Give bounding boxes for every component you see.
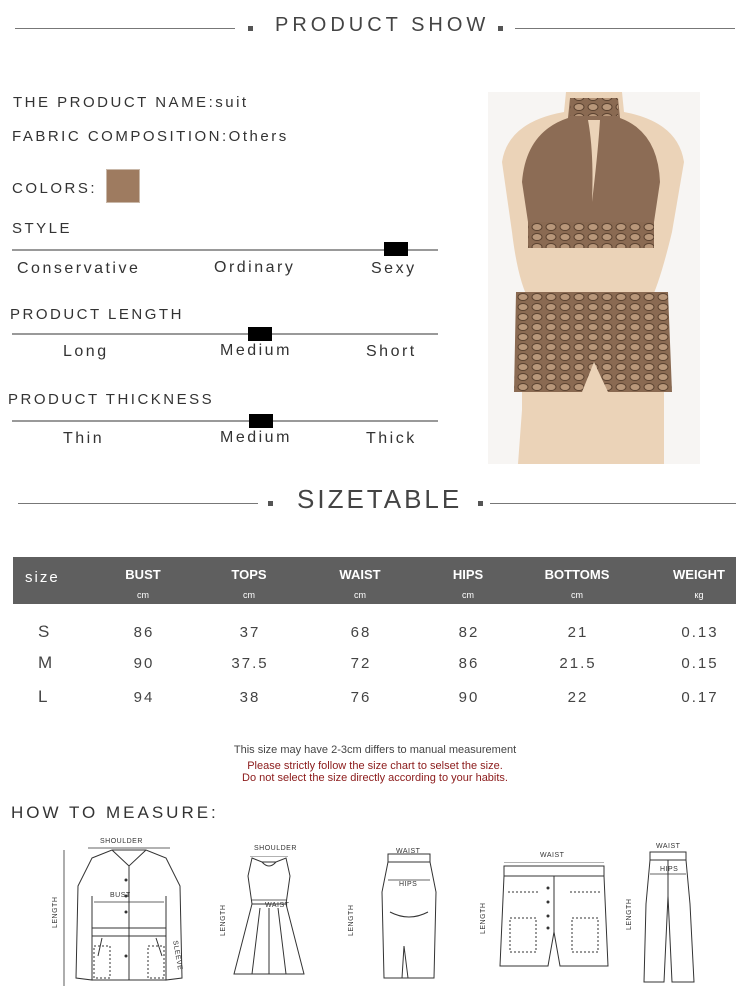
divider-square <box>248 26 253 31</box>
unit-hips: cm <box>462 590 474 600</box>
pants-hips-label: HIPS <box>660 866 679 873</box>
cell: 0.17 <box>681 689 719 706</box>
length-option-long: Long <box>63 343 109 360</box>
cell: 90 <box>133 655 155 672</box>
cell: 68 <box>350 624 372 641</box>
jacket-length-label: LENGTH <box>52 896 59 928</box>
length-option-short: Short <box>366 343 417 360</box>
jacket-bust-label: BUST <box>110 892 131 899</box>
row-size-s: S <box>38 622 50 641</box>
style-option-conservative: Conservative <box>17 260 141 277</box>
skirt-hips-label: HIPS <box>399 881 418 888</box>
color-swatch[interactable] <box>106 169 140 203</box>
shorts-length-label: LENGTH <box>480 902 487 934</box>
style-scale-line <box>12 249 438 251</box>
col-weight: WEIGHT <box>673 567 725 582</box>
skirt-waist-label: WAIST <box>396 848 421 855</box>
cell: 94 <box>133 689 155 706</box>
jacket-shoulder-label: SHOULDER <box>100 838 143 845</box>
unit-bottoms: cm <box>571 590 583 600</box>
cell: 90 <box>458 689 480 706</box>
col-waist: WAIST <box>339 567 381 582</box>
col-bust: BUST <box>125 567 161 582</box>
style-title: STYLE <box>12 220 73 237</box>
thickness-title: PRODUCT THICKNESS <box>8 391 215 408</box>
unit-weight: кg <box>694 590 704 600</box>
length-title: PRODUCT LENGTH <box>10 306 184 323</box>
divider-right <box>490 503 736 504</box>
style-marker <box>384 242 408 256</box>
length-scale-line <box>12 333 438 335</box>
col-bottoms: BOTTOMS <box>544 567 610 582</box>
size-header: size <box>25 569 60 586</box>
row-size-m: M <box>38 653 53 672</box>
cell: 86 <box>133 624 155 641</box>
cell: 22 <box>567 689 589 706</box>
style-option-ordinary: Ordinary <box>214 259 296 276</box>
cell: 0.13 <box>681 624 719 641</box>
colors-label: COLORS: <box>12 180 98 197</box>
length-marker <box>248 327 272 341</box>
thickness-option-thin: Thin <box>63 430 105 447</box>
jacket-sleeve-label: SLEEVE <box>171 940 184 972</box>
thickness-option-thick: Thick <box>366 430 417 447</box>
dress-shoulder-label: SHOULDER <box>254 845 297 852</box>
note-measurement: This size may have 2-3cm differs to manual measurement <box>233 744 517 756</box>
cell: 21.5 <box>559 655 597 672</box>
divider-square <box>478 501 483 506</box>
dress-diagram <box>232 856 306 982</box>
cell: 72 <box>350 655 372 672</box>
product-photo <box>488 92 700 464</box>
cell: 86 <box>458 655 480 672</box>
note-follow-chart: Please strictly follow the size chart to selset the size. <box>247 760 503 772</box>
divider-right <box>515 28 735 29</box>
product-show-title: PRODUCT SHOW <box>275 14 490 36</box>
cell: 76 <box>350 689 372 706</box>
cell: 21 <box>567 624 589 641</box>
unit-waist: cm <box>354 590 366 600</box>
col-tops: TOPS <box>231 567 267 582</box>
shorts-waist-label: WAIST <box>540 852 565 859</box>
fabric-composition: FABRIC COMPOSITION:Others <box>12 128 289 145</box>
unit-tops: cm <box>243 590 255 600</box>
pants-length-label: LENGTH <box>626 898 633 930</box>
cell: 82 <box>458 624 480 641</box>
divider-square <box>268 501 273 506</box>
note-habits: Do not select the size directly according to your habits. <box>242 772 508 784</box>
sizetable-title: SIZETABLE <box>297 484 463 514</box>
cell: 37 <box>239 624 261 641</box>
thickness-scale-line <box>12 420 438 422</box>
shorts-diagram <box>498 862 610 970</box>
divider-left <box>18 503 258 504</box>
pants-waist-label: WAIST <box>656 843 681 850</box>
thickness-marker <box>249 414 273 428</box>
dress-waist-label: WAIST <box>265 902 290 909</box>
col-hips: HIPS <box>452 567 484 582</box>
skirt-length-label: LENGTH <box>348 904 355 936</box>
length-option-medium: Medium <box>220 342 292 359</box>
product-name: THE PRODUCT NAME:suit <box>13 94 249 111</box>
row-size-l: L <box>38 687 48 706</box>
dress-length-label: LENGTH <box>220 904 227 936</box>
style-option-sexy: Sexy <box>371 260 417 277</box>
skirt-diagram <box>376 852 442 982</box>
thickness-option-medium: Medium <box>220 429 292 446</box>
cell: 38 <box>239 689 261 706</box>
size-table-header <box>13 557 736 604</box>
divider-square <box>498 26 503 31</box>
how-to-measure-title: HOW TO MEASURE: <box>11 803 219 822</box>
cell: 37.5 <box>231 655 269 672</box>
divider-left <box>15 28 235 29</box>
unit-bust: cm <box>137 590 149 600</box>
cell: 0.15 <box>681 655 719 672</box>
